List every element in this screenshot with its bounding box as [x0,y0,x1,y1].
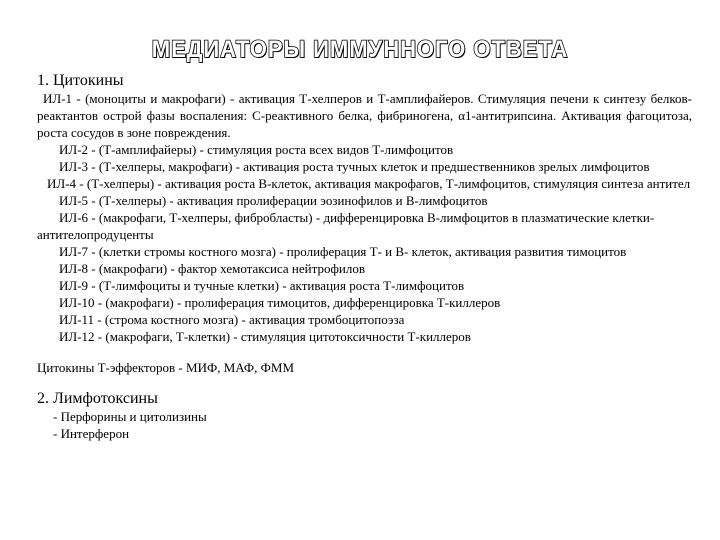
list-item-il2: ИЛ-2 - (Т-амплифайеры) - стимуляция роста всех видов Т-лимфоцитов [59,142,454,157]
list-item-il5: ИЛ-5 - (Т-хелперы) - активация пролиферации эозинофилов и В-лимфоцитов [59,193,488,208]
list-item-interferon: - Интерферон [53,426,130,441]
section-heading-cytokines: 1. Цитокины [37,72,124,89]
list-item-perforins: - Перфорины и цитолизины [53,409,207,424]
list-item-il9: ИЛ-9 - (Т-лимфоциты и тучные клетки) - активация роста Т-лимфоцитов [59,278,465,293]
document-body [37,72,692,442]
effector-cytokines: Цитокины Т-эффекторов - МИФ, МАФ, ФММ [37,360,295,375]
spacer [37,376,692,390]
list-item-il11: ИЛ-11 - (строма костного мозга) - активация тромбоцитопоэза [59,312,405,327]
list-item-il8: ИЛ-8 - (макрофаги) - фактор хемотаксиса нейтрофилов [59,261,365,276]
list-item-il6: ИЛ-6 - (макрофаги, Т-хелперы, фибробласты) - дифференцировка В-лимфоцитов в плазматические клетки-антителопродуценты [37,210,655,242]
list-item-il10: ИЛ-10 - (макрофаги) - пролиферация тимоцитов, дифференцировка Т-киллеров [59,295,501,310]
spacer [37,345,692,359]
list-item-il12: ИЛ-12 - (макрофаги, Т-клетки) - стимуляция цитотоксичности Т-киллеров [59,329,471,344]
list-item-il7: ИЛ-7 - (клетки стромы костного мозга) - пролиферация Т- и В- клеток, активация развития тимоцитов [59,244,627,259]
list-item-il1: ИЛ-1 - (моноциты и макрофаги) - активация Т-хелперов и Т-амплифайеров. Стимуляция печени к синтезу белков-реактантов острой фазы воспаления: С-реактивного белка, фибриногена, α1-антитрипсина. Активация фагоцитоза, роста сосудов в зоне повреждения. [37,91,692,140]
list-item-il4: ИЛ-4 - (Т-хелперы) - активация роста В-клеток, активация макрофагов, Т-лимфоцитов, стимуляция синтеза антител [47,176,691,191]
page-title: МЕДИАТОРЫ ИММУННОГО ОТВЕТА [151,36,569,63]
list-item-il3: ИЛ-3 - (Т-хелперы, макрофаги) - активация роста тучных клеток и предшественников зрелых лимфоцитов [59,159,650,174]
section-heading-lymphotoxins: 2. Лимфотоксины [37,390,158,407]
